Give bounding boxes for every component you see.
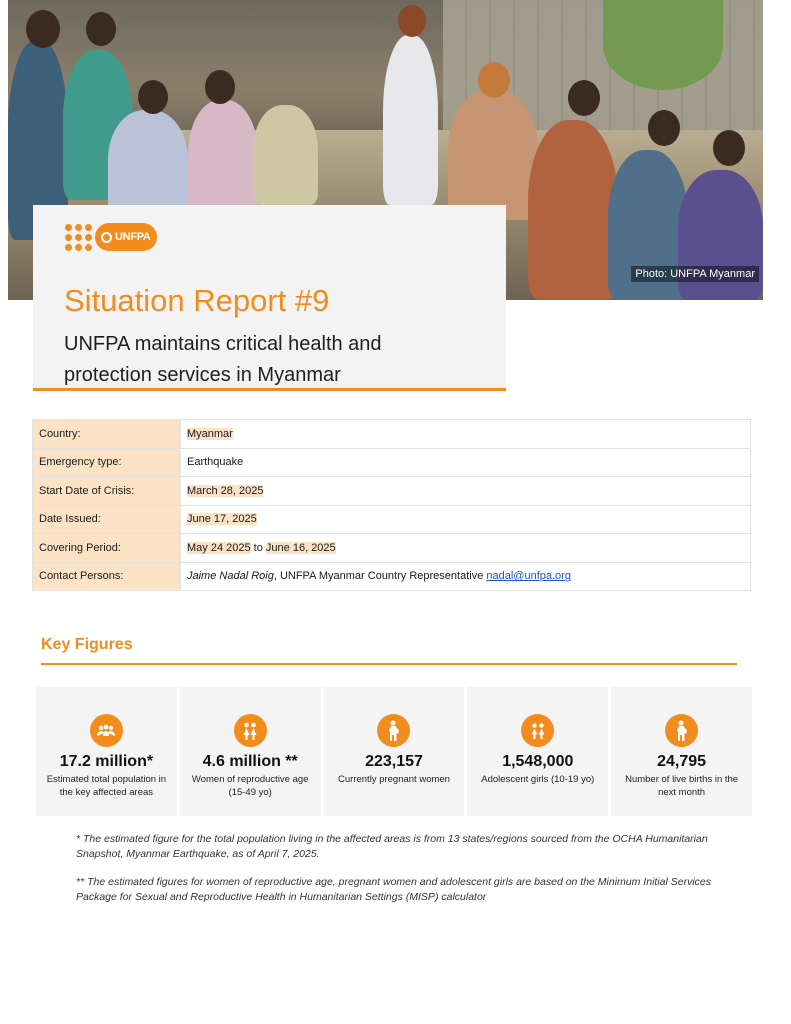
table-row: [33, 420, 751, 449]
contact-role: , UNFPA Myanmar Country Representative: [273, 570, 484, 583]
key-figure-value: 4.6 million **: [202, 753, 298, 770]
covering-period-value: [181, 534, 751, 563]
unfpa-logo: [65, 223, 157, 251]
photo-credit: Photo: UNFPA Myanmar: [631, 266, 759, 282]
key-figure-label: Currently pregnant women: [338, 774, 450, 785]
table-row: [33, 448, 751, 477]
key-figure-value: 24,795: [657, 753, 707, 770]
photo-person: [448, 90, 538, 220]
key-figure-label: Number of live births in the next month: [625, 774, 739, 798]
key-figure-card: [36, 687, 177, 816]
logo-badge: [95, 223, 157, 251]
photo-head: [86, 12, 116, 46]
key-figure-card: [611, 687, 752, 816]
crisis-info-table: [32, 419, 751, 591]
pregnant-woman-icon: [377, 714, 410, 747]
photo-head: [568, 80, 600, 116]
globe-icon: [101, 232, 112, 243]
population-icon: [90, 714, 123, 747]
logo-text: UNFPA: [115, 231, 151, 243]
photo-head: [26, 10, 60, 48]
start-date-value: [181, 477, 751, 506]
table-row: [33, 505, 751, 534]
photo-head: [478, 62, 510, 98]
key-figure-label: Estimated total population in the key affected areas: [46, 774, 167, 798]
covering-period-label: Covering Period:: [33, 534, 181, 563]
key-figure-card: [467, 687, 608, 816]
emergency-type-value: Earthquake: [181, 448, 751, 477]
footnote-misp: ** The estimated figures for women of reproductive age, pregnant women and adolescent girls are based on the Minimum Initial Services Package for Sexual and Reproductive Health in Humanitarian Settings (MISP) calculator: [76, 876, 711, 903]
photo-person-speaker: [383, 35, 438, 205]
photo-head: [398, 5, 426, 37]
table-row: [33, 534, 751, 563]
adolescent-girls-icon: [521, 714, 554, 747]
photo-head: [713, 130, 745, 166]
date-issued-value: [181, 505, 751, 534]
key-figure-label: Adolescent girls (10-19 yo): [481, 774, 595, 785]
key-figure-card: [324, 687, 465, 816]
key-figure-value: 223,157: [365, 753, 423, 770]
country-value: [181, 420, 751, 449]
key-figure-value: 1,548,000: [502, 753, 574, 770]
contact-persons-value: [181, 562, 751, 591]
footnote-population: * The estimated figure for the total population living in the affected areas is from 13 states/regions sourced from the OCHA Humanitarian Snapshot, Myanmar Earthquake, as of April 7, 2025.: [76, 833, 708, 860]
period-to: June 16, 2025: [265, 541, 336, 554]
date-issued-label: Date Issued:: [33, 505, 181, 534]
report-title: Situation Report #9: [64, 283, 330, 318]
photo-head: [648, 110, 680, 146]
birth-icon: [665, 714, 698, 747]
photo-person: [528, 120, 618, 300]
title-card: [33, 205, 506, 391]
key-figure-card: [180, 687, 321, 816]
photo-person: [108, 110, 188, 220]
photo-head: [205, 70, 235, 104]
logo-dots-icon: [65, 224, 92, 251]
report-subtitle: UNFPA maintains critical health and protection services in Myanmar: [64, 333, 382, 386]
key-figure-value: 17.2 million*: [59, 753, 154, 770]
start-date-label: Start Date of Crisis:: [33, 477, 181, 506]
photo-tree: [603, 0, 723, 90]
table-row: [33, 562, 751, 591]
contact-persons-label: Contact Persons:: [33, 562, 181, 591]
photo-head: [138, 80, 168, 114]
contact-name: Jaime Nadal Roig: [187, 570, 274, 583]
women-icon: [234, 714, 267, 747]
table-row: [33, 477, 751, 506]
country-label: Country:: [33, 420, 181, 449]
period-to-word: to: [253, 541, 263, 554]
contact-email-link[interactable]: nadal@unfpa.org: [486, 570, 571, 583]
start-date-text: March 28, 2025: [187, 484, 264, 497]
key-figure-label: Women of reproductive age (15-49 yo): [191, 774, 309, 798]
key-figures-heading: Key Figures: [41, 636, 133, 653]
emergency-type-label: Emergency type:: [33, 448, 181, 477]
photo-person: [253, 105, 318, 205]
date-issued-text: June 17, 2025: [187, 513, 257, 526]
key-figures-row: [36, 687, 752, 816]
photo-person: [188, 100, 258, 220]
key-figures-divider: [41, 663, 737, 665]
country-value-text: Myanmar: [187, 427, 233, 440]
period-from: May 24 2025: [187, 541, 251, 554]
